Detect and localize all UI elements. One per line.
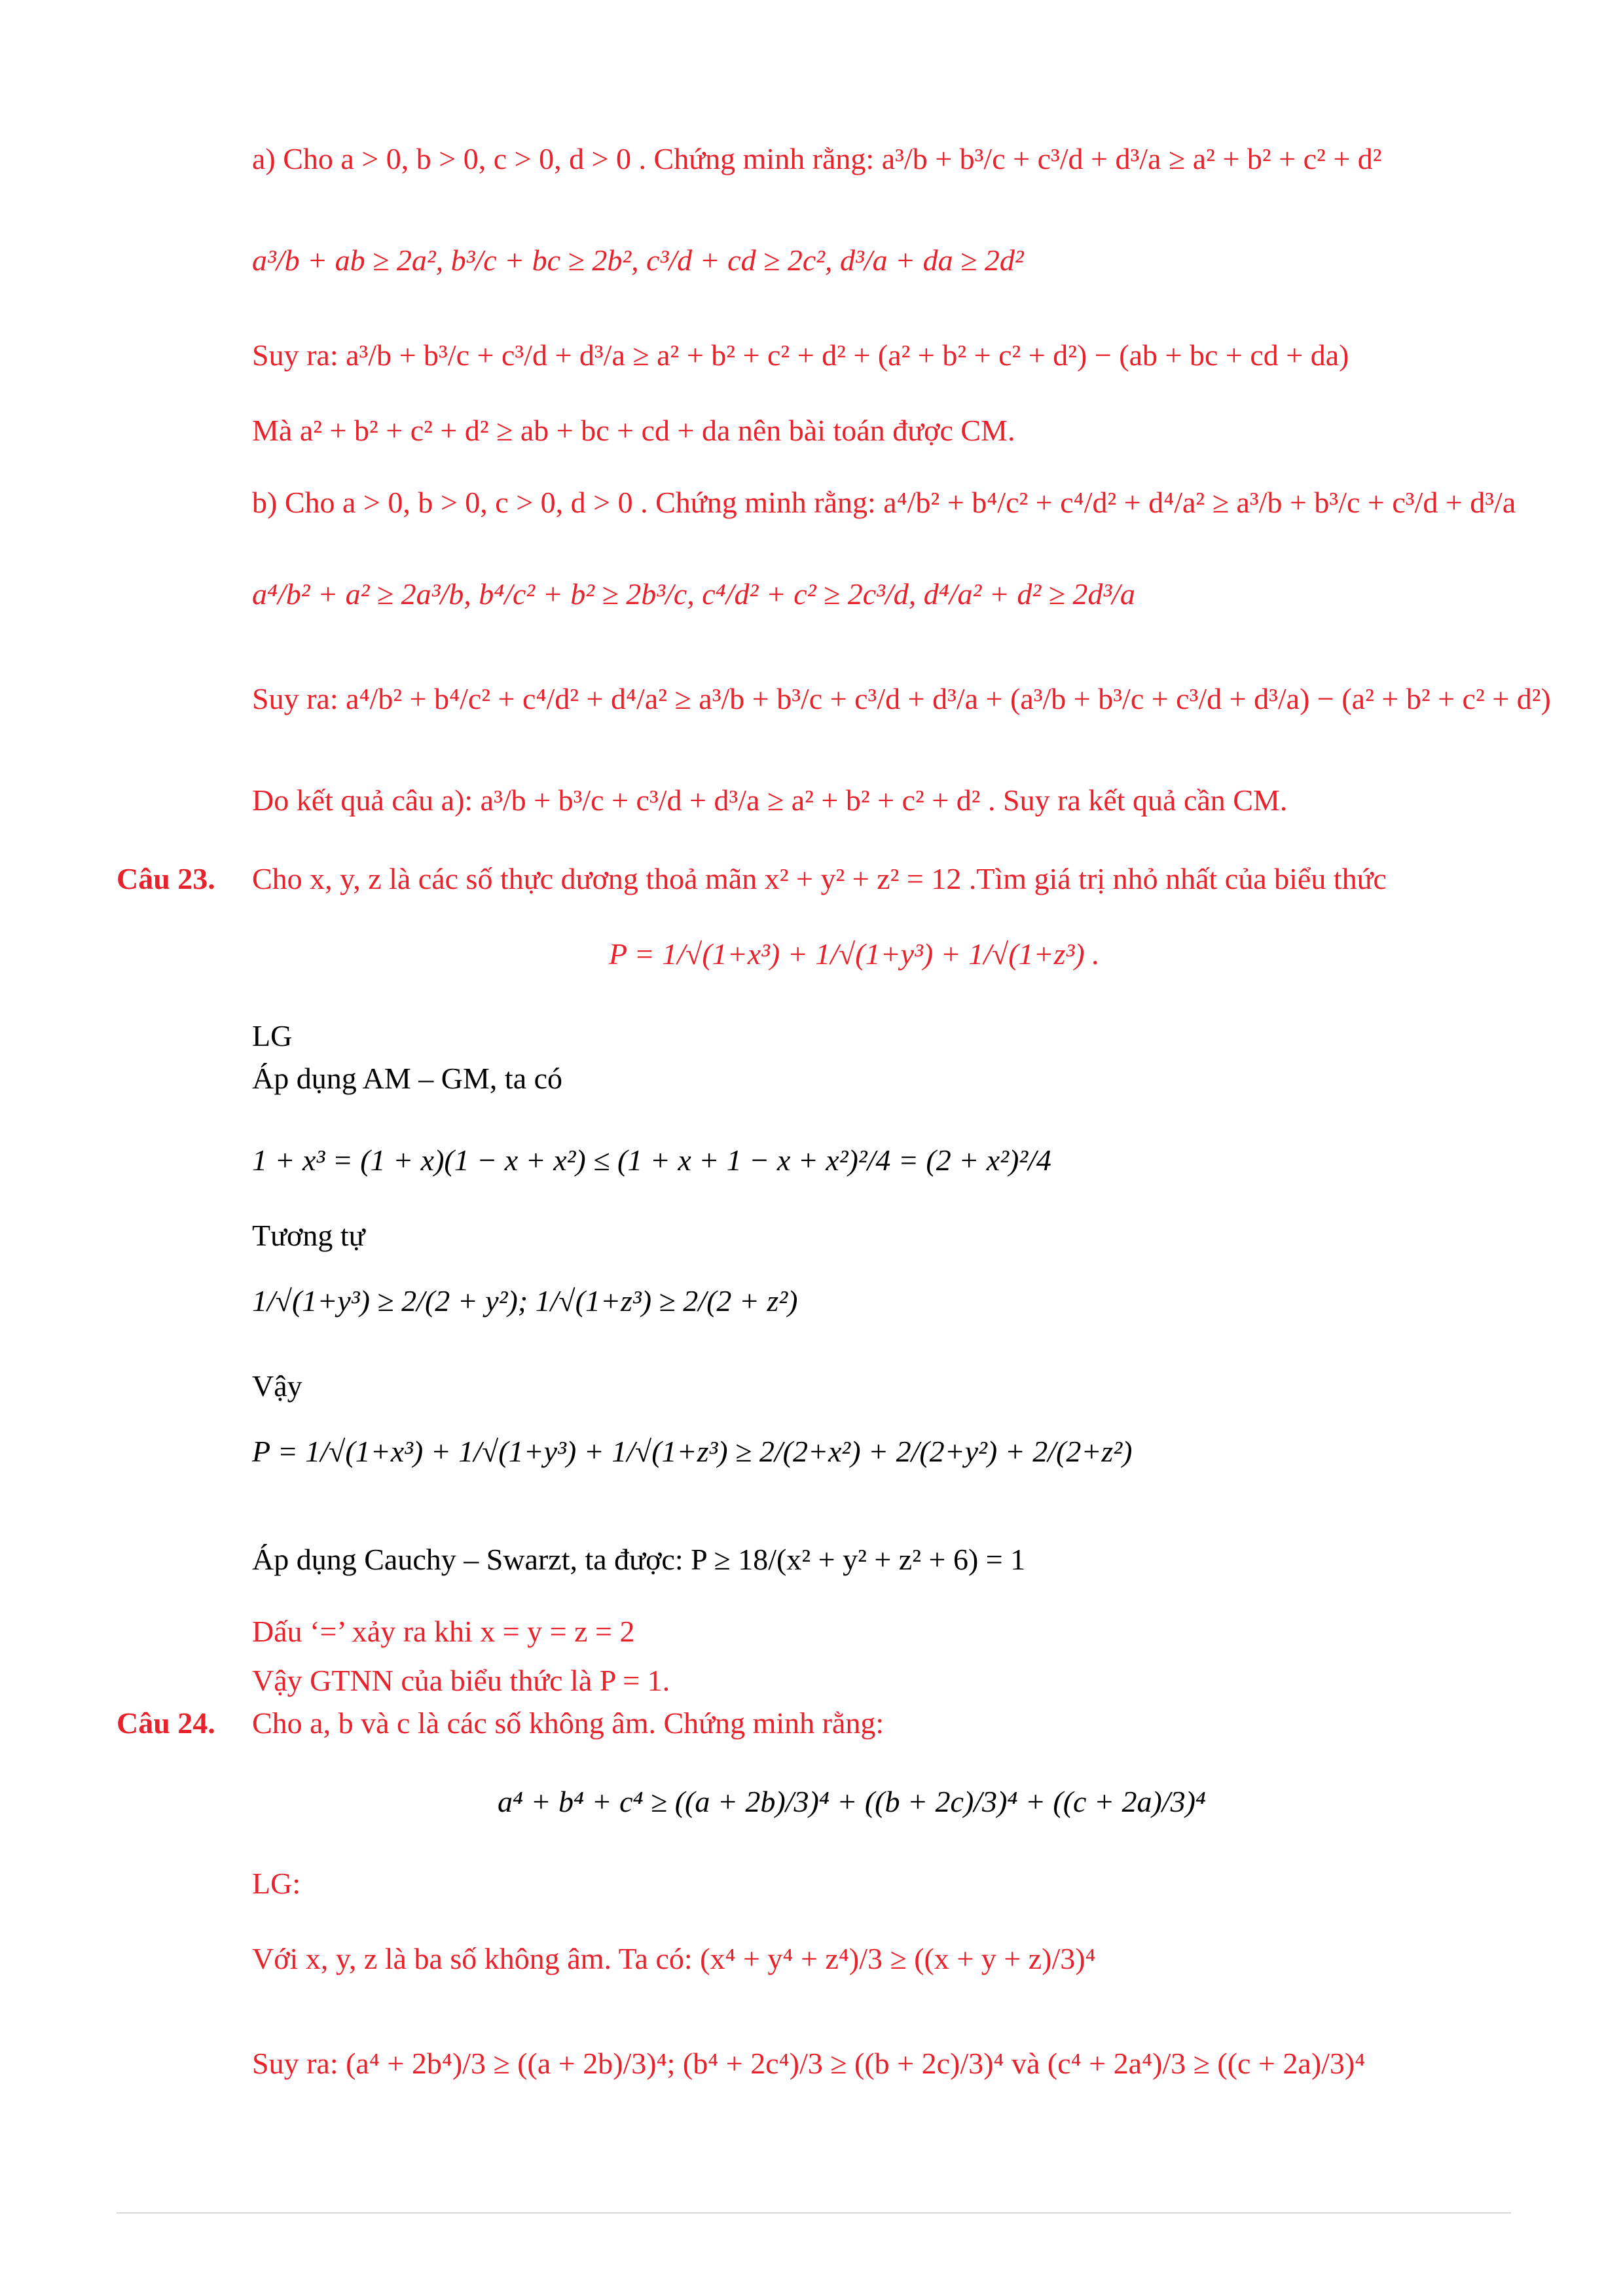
question-24-label: Câu 24. bbox=[117, 1706, 215, 1740]
question-23-statement: Cho x, y, z là các số thực dương thoả mãn x² + y² + z² = 12 .Tìm giá trị nhỏ nhất của biểu thức bbox=[252, 862, 1387, 895]
solution-23-amgm: Áp dụng AM – GM, ta có bbox=[252, 1062, 563, 1095]
question-23-label: Câu 23. bbox=[117, 862, 215, 895]
part-a-inequalities: a³/b + ab ≥ 2a², b³/c + bc ≥ 2b², c³/d + cd ≥ 2c², d³/a + da ≥ 2d² bbox=[252, 243, 1024, 277]
solution-23-step2: 1/√(1+y³) ≥ 2/(2 + y²); 1/√(1+z³) ≥ 2/(2 + z²) bbox=[252, 1284, 798, 1318]
solution-24-applied: Suy ra: (a⁴ + 2b⁴)/3 ≥ ((a + 2b)/3)⁴; (b⁴ + 2c⁴)/3 ≥ ((b + 2c)/3)⁴ và (c⁴ + 2a⁴)/3 ≥ ((c + 2a)/3)⁴ bbox=[252, 2047, 1366, 2080]
footer-divider bbox=[117, 2212, 1511, 2214]
solution-23-equality: Dấu ‘=’ xảy ra khi x = y = z = 2 bbox=[252, 1615, 635, 1648]
solution-23-similarly: Tương tự bbox=[252, 1219, 365, 1252]
part-a-conclusion: Mà a² + b² + c² + d² ≥ ab + bc + cd + da nên bài toán được CM. bbox=[252, 414, 1015, 447]
part-b-conclusion: Do kết quả câu a): a³/b + b³/c + c³/d + d³/a ≥ a² + b² + c² + d² . Suy ra kết quả cần CM. bbox=[252, 783, 1288, 817]
solution-23-answer: Vậy GTNN của biểu thức là P = 1. bbox=[252, 1664, 670, 1697]
solution-23-step1: 1 + x³ = (1 + x)(1 − x + x²) ≤ (1 + x + 1 − x + x²)²/4 = (2 + x²)²/4 bbox=[252, 1143, 1051, 1177]
solution-23-label: LG bbox=[252, 1019, 293, 1052]
part-b-sum: Suy ra: a⁴/b² + b⁴/c² + c⁴/d² + d⁴/a² ≥ a³/b + b³/c + c³/d + d³/a + (a³/b + b³/c + c³/d + d³/a) − (a² + b² + c² + d²) bbox=[252, 682, 1551, 715]
question-23-expression: P = 1/√(1+x³) + 1/√(1+y³) + 1/√(1+z³) . bbox=[609, 937, 1100, 971]
solution-24-label: LG: bbox=[252, 1867, 301, 1900]
solution-23-step3: P = 1/√(1+x³) + 1/√(1+y³) + 1/√(1+z³) ≥ 2/(2+x²) + 2/(2+y²) + 2/(2+z²) bbox=[252, 1435, 1133, 1468]
part-a-sum: Suy ra: a³/b + b³/c + c³/d + d³/a ≥ a² + b² + c² + d² + (a² + b² + c² + d²) − (ab + bc + cd + da) bbox=[252, 338, 1349, 372]
question-24-statement: Cho a, b và c là các số không âm. Chứng minh rằng: bbox=[252, 1706, 884, 1740]
part-b-inequalities: a⁴/b² + a² ≥ 2a³/b, b⁴/c² + b² ≥ 2b³/c, c⁴/d² + c² ≥ 2c³/d, d⁴/a² + d² ≥ 2d³/a bbox=[252, 577, 1135, 611]
solution-23-cauchy: Áp dụng Cauchy – Swarzt, ta được: P ≥ 18/(x² + y² + z² + 6) = 1 bbox=[252, 1543, 1026, 1576]
solution-24-lemma: Với x, y, z là ba số không âm. Ta có: (x⁴ + y⁴ + z⁴)/3 ≥ ((x + y + z)/3)⁴ bbox=[252, 1942, 1096, 1975]
part-a-statement: a) Cho a > 0, b > 0, c > 0, d > 0 . Chứng minh rằng: a³/b + b³/c + c³/d + d³/a ≥ a² + b² + c² + d² bbox=[252, 142, 1382, 175]
part-b-statement: b) Cho a > 0, b > 0, c > 0, d > 0 . Chứng minh rằng: a⁴/b² + b⁴/c² + c⁴/d² + d⁴/a² ≥ a³/b + b³/c + c³/d + d³/a bbox=[252, 486, 1516, 519]
question-24-inequality: a⁴ + b⁴ + c⁴ ≥ ((a + 2b)/3)⁴ + ((b + 2c)/3)⁴ + ((c + 2a)/3)⁴ bbox=[498, 1785, 1206, 1818]
solution-23-therefore: Vậy bbox=[252, 1369, 302, 1403]
